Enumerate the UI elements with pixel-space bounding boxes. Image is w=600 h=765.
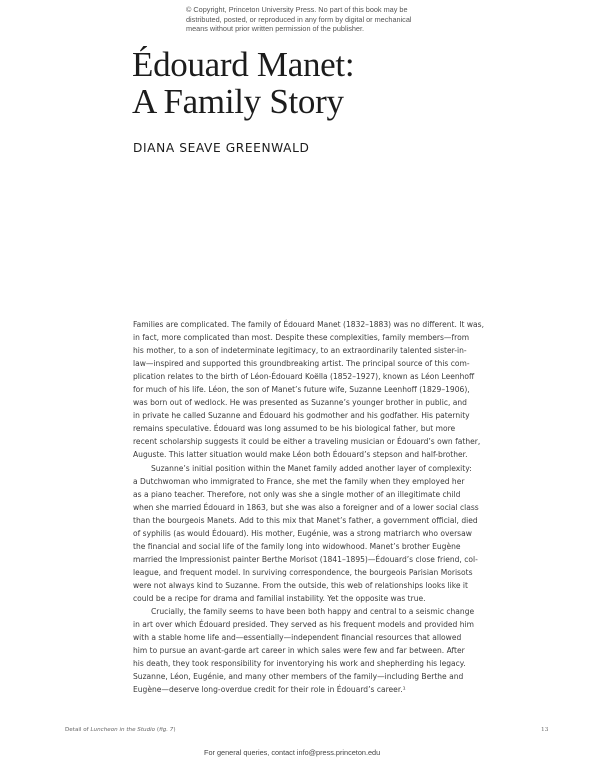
author-name: DIANA SEAVE GREENWALD	[133, 141, 310, 155]
text-line: was born out of wedlock. He was presented as Suzanne’s younger brother in public, and	[133, 398, 467, 408]
footer-contact-note: For general queries, contact info@press.princeton.edu	[204, 748, 381, 757]
page-number: 13	[541, 727, 549, 733]
caption-artwork-title: Luncheon in the Studio	[90, 727, 156, 733]
text-line: remains speculative. Édouard was long assumed to be his biological father, but more	[133, 424, 456, 434]
text-line: Suzanne’s initial position within the Manet family added another layer of complexity:	[151, 463, 472, 473]
text-line: his death, they took responsibility for inventorying his work and shepherding his legacy.	[133, 659, 466, 669]
text-line: Families are complicated. The family of Édouard Manet (1832–1883) was no different. It was,	[133, 320, 484, 329]
text-line: in art over which Édouard presided. They served as his frequent models and provided him	[133, 620, 474, 630]
copyright-notice	[186, 5, 426, 34]
chapter-title-line: A Family Story	[132, 82, 344, 121]
caption-paren-open: (	[155, 727, 160, 733]
body-text	[133, 318, 553, 696]
text-line: in private he called Suzanne and Édouard his godmother and his godfather. His paternity	[133, 411, 470, 421]
text-line: Suzanne, Léon, Eugénie, and many other members of the family—including Berthe and	[133, 672, 464, 682]
text-line: when she married Édouard in 1863, but she was also a foreigner and of a lower social class	[133, 502, 479, 512]
text-line: his mother, to a son of indeterminate legitimacy, to an extraordinarily talented sister-in-	[133, 346, 467, 356]
text-line: a Dutchwoman who immigrated to France, she met the family when they employed her	[133, 476, 465, 486]
chapter-title	[132, 46, 354, 120]
text-line: in fact, more complicated than most. Despite these complexities, family members—from	[133, 333, 470, 343]
copyright-line: means without prior written permission of the publisher.	[186, 24, 365, 34]
text-line: plication relates to the birth of Léon-Édouard Koëlla (1852–1927), known as Léon Leenhoff	[133, 372, 475, 382]
paragraph	[133, 462, 553, 606]
text-line: were not always kind to Suzanne. From the outside, this web of relationships looks like it	[133, 580, 468, 590]
text-line: Eugène—deserve long-overdue credit for their role in Édouard’s career.¹	[133, 685, 406, 695]
text-line: could be a recipe for drama and familial instability. Yet the opposite was true.	[133, 593, 426, 603]
caption-paren-close: )	[173, 727, 176, 733]
text-line: Auguste. This latter situation would make Léon both Édouard’s stepson and half-brother.	[133, 450, 468, 460]
text-line: for much of his life. Léon, the son of Manet’s future wife, Suzanne Leenhoff (1829–1906),	[133, 385, 470, 395]
paragraph	[133, 605, 553, 696]
text-line: married the Impressionist painter Berthe Morisot (1841–1895)—Édouard’s close friend, col-	[133, 554, 478, 564]
text-line: law—inspired and supported this groundbreaking artist. The principal source of this com-	[133, 359, 470, 369]
copyright-line: © Copyright, Princeton University Press. No part of this book may be	[186, 5, 408, 14]
paragraph	[133, 318, 553, 462]
figure-caption	[65, 727, 176, 733]
text-line: league, and frequent model. In surviving correspondence, the bourgeois Parisian Morisots	[133, 567, 473, 577]
caption-prefix: Detail of	[65, 727, 91, 733]
text-line: recent scholarship suggests it could be either a traveling musician or Édouard’s own father,	[133, 437, 481, 447]
text-line: him to pursue an avant-garde art career in which sales were few and far between. After	[133, 646, 465, 656]
text-line: of syphilis (as would Édouard). His mother, Eugénie, was a strong matriarch who oversaw	[133, 528, 472, 538]
text-line: with a stable home life and—essentially—independent financial resources that allowed	[133, 633, 462, 643]
copyright-line: distributed, posted, or reproduced in any form by digital or mechanical	[186, 14, 412, 24]
chapter-title-line: Édouard Manet:	[132, 45, 355, 84]
caption-figure-ref: fig. 7	[159, 727, 174, 733]
text-line: the financial and social life of the family long into widowhood. Manet’s brother Eugène	[133, 541, 461, 551]
text-line: Crucially, the family seems to have been both happy and central to a seismic change	[151, 607, 475, 617]
text-line: than the bourgeois Manets. Add to this mix that Manet’s father, a government official, died	[133, 515, 478, 525]
text-line: as a piano teacher. Therefore, not only was she a single mother of an illegitimate child	[133, 489, 461, 499]
